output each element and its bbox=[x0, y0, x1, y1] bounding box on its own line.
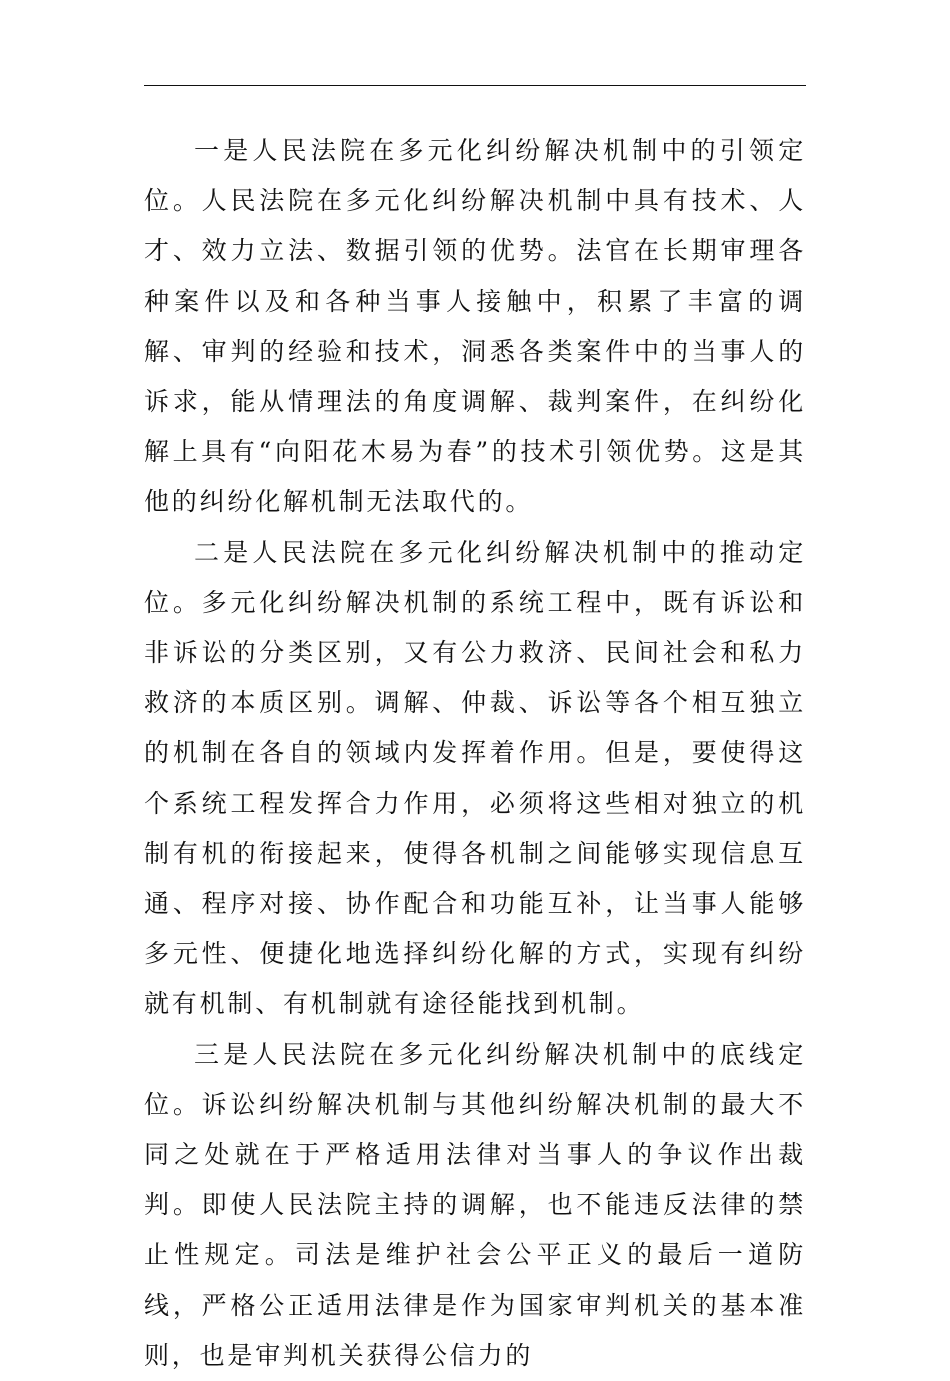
paragraph-3: 三是人民法院在多元化纠纷解决机制中的底线定位。诉讼纠纷解决机制与其他纠纷解决机制的最大不同之处就在于严格适用法律对当事人的争议作出裁判。即使人民法院主持的调解，也不能违反法律的禁止性规定。司法是维护社会公平正义的最后一道防线，严格公正适用法律是作为国家审判机关的基本准则，也是审判机关获得公信力的 bbox=[144, 1039, 806, 1370]
paragraph-2: 二是人民法院在多元化纠纷解决机制中的推动定位。多元化纠纷解决机制的系统工程中，既有诉讼和非诉讼的分类区别，又有公力救济、民间社会和私力救济的本质区别。调解、仲裁、诉讼等各个相互独立的机制在各自的领域内发挥着作用。但是，要使得这个系统工程发挥合力作用，必须将这些相对独立的机制有机的衔接起来，使得各机制之间能够实现信息互通、程序对接、协作配合和功能互补，让当事人能够多元性、便捷化地选择纠纷化解的方式，实现有纠纷就有机制、有机制就有途径能找到机制。 bbox=[144, 537, 806, 1019]
paragraph-1: 一是人民法院在多元化纠纷解决机制中的引领定位。人民法院在多元化纠纷解决机制中具有技术、人才、效力立法、数据引领的优势。法官在长期审理各种案件以及和各种当事人接触中，积累了丰富的调解、审判的经验和技术，洞悉各类案件中的当事人的诉求，能从情理法的角度调解、裁判案件，在纠纷化解上具有“向阳花木易为春”的技术引领优势。这是其他的纠纷化解机制无法取代的。 bbox=[144, 136, 806, 517]
document-body bbox=[144, 126, 806, 1381]
header-rule bbox=[144, 85, 806, 86]
